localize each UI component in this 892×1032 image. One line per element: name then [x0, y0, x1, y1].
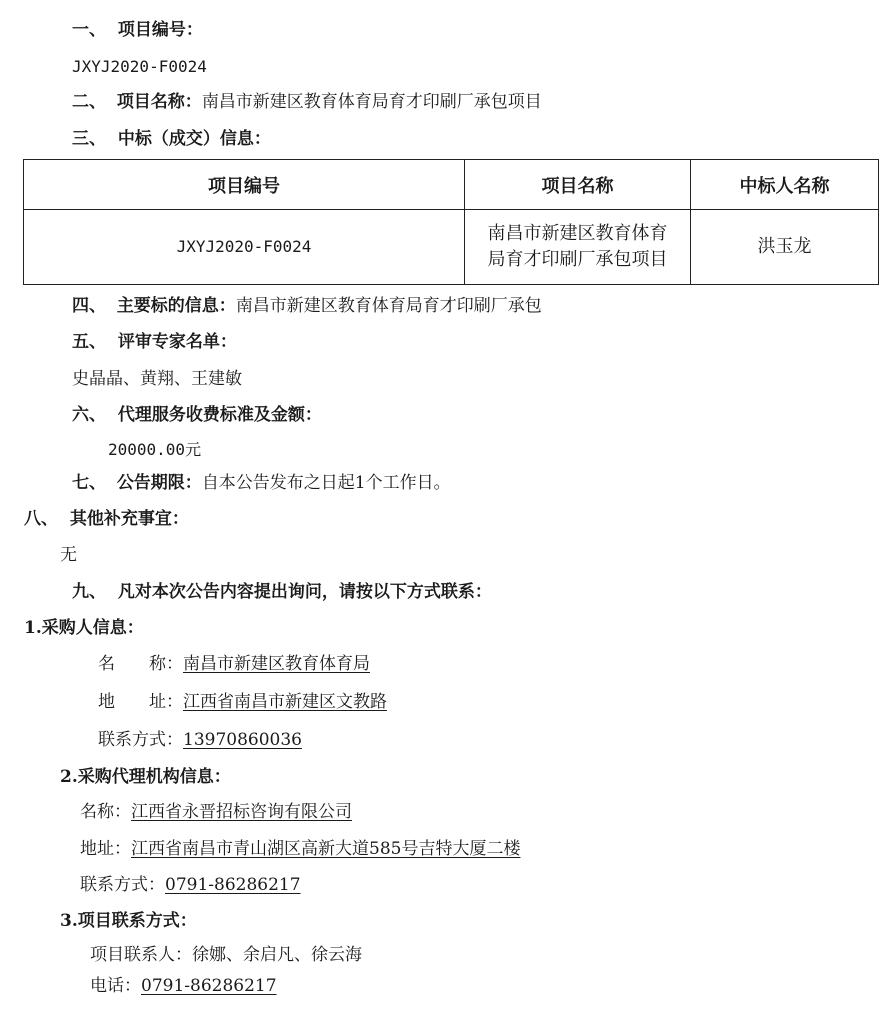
section-2-number: 二、 — [72, 92, 106, 112]
project-contact-person-value: 徐娜、余启凡、徐云海 — [192, 945, 362, 965]
purchaser-contact-row — [98, 729, 302, 751]
purchaser-address-row — [98, 691, 387, 713]
project-contact-person-label: 项目联系人： — [90, 945, 192, 965]
section-1-heading — [72, 19, 203, 41]
agency-address-value: 江西省南昌市青山湖区高新大道585号吉特大厦二楼 — [131, 839, 521, 859]
purchaser-name-row — [98, 653, 370, 675]
other-matters-value: 无 — [60, 545, 77, 565]
section-2-label: 项目名称： — [116, 92, 202, 112]
section-4-row — [72, 295, 542, 317]
project-contact-phone-row — [90, 975, 277, 997]
section-3-label: 中标（成交）信息： — [117, 129, 271, 149]
project-contact-person-row — [90, 944, 362, 966]
section-8-number: 八、 — [24, 509, 58, 529]
award-table-row — [24, 210, 879, 285]
notice-period-value: 自本公告发布之日起1个工作日。 — [201, 473, 451, 493]
project-contact-phone-label: 电话： — [90, 976, 141, 996]
cell-project-code: JXYJ2020-F0024 — [24, 210, 465, 285]
cell-winner-name: 洪玉龙 — [691, 210, 879, 285]
section-9-label: 凡对本次公告内容提出询问，请按以下方式联系： — [117, 582, 492, 602]
award-table — [23, 159, 879, 285]
project-code-value: JXYJ2020-F0024 — [72, 57, 207, 76]
agency-name-row — [80, 801, 352, 823]
cell-project-name-line1: 南昌市新建区教育体育 — [487, 223, 668, 244]
experts-value: 史晶晶、黄翔、王建敏 — [72, 369, 242, 389]
section-1-number: 一、 — [72, 20, 106, 40]
purchaser-address-label: 地 址： — [98, 692, 183, 712]
agency-contact-row — [80, 874, 301, 896]
purchaser-heading: 1.采购人信息： — [24, 618, 144, 638]
fee-value: 20000.00元 — [108, 440, 202, 459]
section-6-label: 代理服务收费标准及金额： — [117, 405, 322, 425]
agency-contact-value: 0791-86286217 — [165, 875, 301, 895]
agency-address-label: 地址： — [80, 839, 131, 859]
section-9-number: 九、 — [72, 582, 106, 602]
purchaser-name-label: 名 称： — [98, 654, 183, 674]
section-7-number: 七、 — [72, 473, 106, 493]
purchaser-name-value: 南昌市新建区教育体育局 — [183, 654, 370, 674]
agency-name-label: 名称： — [80, 802, 131, 822]
section-6-heading — [72, 404, 322, 426]
purchaser-address-value: 江西省南昌市新建区文教路 — [183, 692, 387, 712]
award-table-header-row — [24, 160, 879, 210]
project-name-value: 南昌市新建区教育体育局育才印刷厂承包项目 — [201, 92, 542, 112]
project-contact-heading: 3.项目联系方式： — [60, 911, 197, 931]
agency-address-row — [80, 838, 520, 860]
agency-contact-label: 联系方式： — [80, 875, 165, 895]
section-7-label: 公告期限： — [116, 473, 202, 493]
main-subject-value: 南昌市新建区教育体育局育才印刷厂承包 — [235, 296, 542, 316]
header-winner-name: 中标人名称 — [691, 160, 879, 210]
section-5-label: 评审专家名单： — [117, 332, 237, 352]
section-9-heading — [72, 581, 492, 603]
purchaser-contact-value: 13970860036 — [183, 730, 302, 750]
section-4-number: 四、 — [72, 296, 106, 316]
header-project-name: 项目名称 — [465, 160, 691, 210]
cell-project-name — [465, 210, 691, 285]
agency-heading: 2.采购代理机构信息： — [60, 767, 231, 787]
section-1-label: 项目编号： — [117, 20, 203, 40]
section-3-heading — [72, 128, 271, 150]
cell-project-name-line2: 局育才印刷厂承包项目 — [487, 249, 668, 270]
section-5-number: 五、 — [72, 332, 106, 352]
section-8-heading — [24, 508, 189, 530]
section-8-label: 其他补充事宜： — [69, 509, 189, 529]
section-6-number: 六、 — [72, 405, 106, 425]
section-4-label: 主要标的信息： — [116, 296, 236, 316]
agency-name-value: 江西省永晋招标咨询有限公司 — [131, 802, 352, 822]
header-project-code: 项目编号 — [24, 160, 465, 210]
section-5-heading — [72, 331, 237, 353]
purchaser-contact-label: 联系方式： — [98, 730, 183, 750]
project-contact-phone-value: 0791-86286217 — [141, 976, 277, 996]
section-3-number: 三、 — [72, 129, 106, 149]
section-7-row — [72, 472, 451, 494]
section-2-row — [72, 91, 542, 113]
